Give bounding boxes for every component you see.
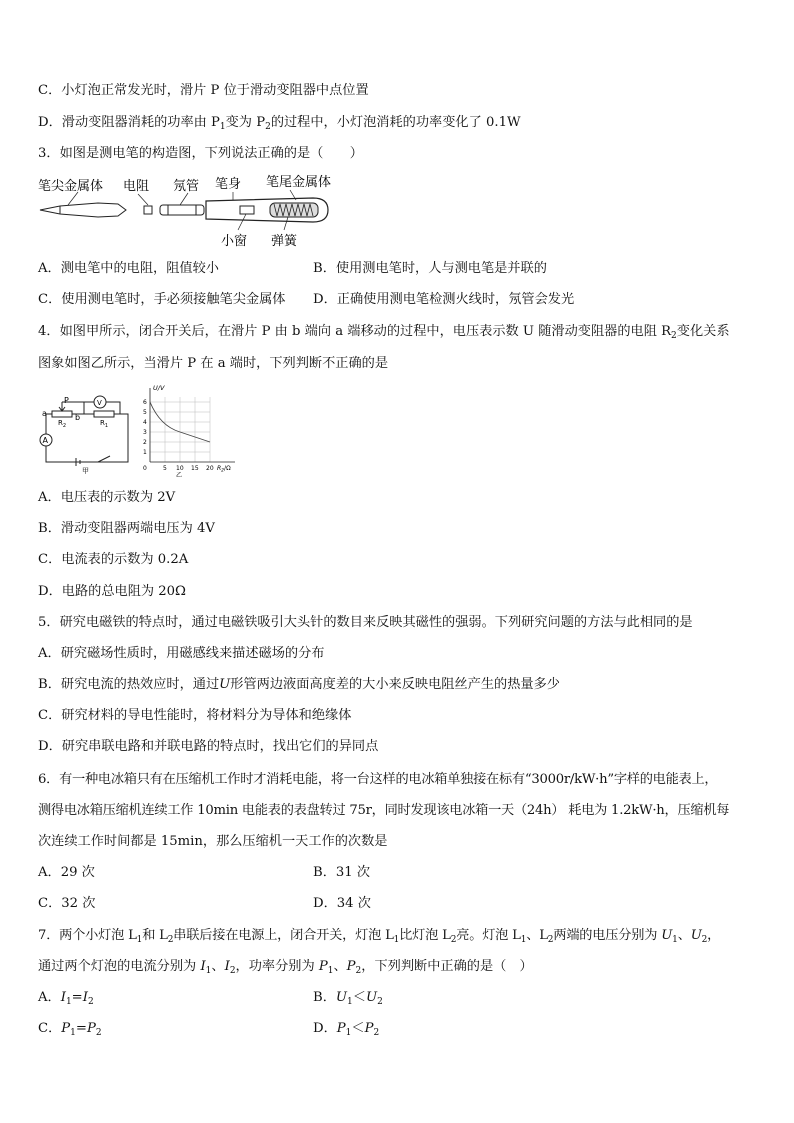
q4-option-d: D．电路的总电阻为 20Ω — [38, 584, 186, 599]
x-tick: 15 — [191, 465, 199, 472]
svg-text:V: V — [97, 399, 102, 407]
svg-text:U/V: U/V — [153, 384, 165, 392]
y-tick: 5 — [143, 409, 147, 416]
q2-option-c: C．小灯泡正常发光时，滑片 P 位于滑动变阻器中点位置 — [38, 83, 369, 98]
q7-option-b: B．$U_1<U_2$ — [313, 990, 383, 1007]
svg-text:P: P — [64, 396, 69, 405]
voltage-resistance-graph — [140, 382, 248, 477]
x-tick: 20 — [206, 465, 214, 472]
x-tick: 10 — [176, 465, 184, 472]
pen-neon-tube — [160, 205, 204, 215]
q4-option-c: C．电流表的示数为 0.2A — [38, 552, 189, 567]
pen-label-resistor: 电阻 — [123, 179, 150, 194]
pen-label-spring: 弹簧 — [271, 234, 298, 249]
resistor-r1 — [94, 411, 114, 417]
svg-text:R2: $R_2$ — [58, 419, 67, 429]
q3-option-c: C．使用测电笔时，手必须接触笔尖金属体 — [38, 292, 286, 307]
q5-option-a: A．研究磁场性质时，用磁感线来描述磁场的分布 — [38, 646, 325, 661]
pen-resistor — [144, 206, 152, 214]
y-tick: 4 — [143, 419, 147, 426]
q5-option-b: B．研究电流的热效应时，通过U形管两边液面高度差的大小来反映电阻丝产生的热量多少 — [38, 677, 560, 692]
y-tick: 6 — [143, 399, 147, 406]
circuit-diagram — [38, 392, 138, 474]
y-tick: 1 — [143, 449, 147, 456]
pen-label-window: 小窗 — [221, 234, 248, 249]
y-tick: 3 — [143, 429, 147, 436]
x-tick: 5 — [163, 465, 167, 472]
q4-option-a: A．电压表的示数为 2V — [38, 490, 176, 505]
svg-text:R2/Ω: $R_2/\Omega$ — [217, 465, 231, 474]
pen-label-tail: 笔尾金属体 — [266, 175, 332, 190]
svg-text:R1: $R_1$ — [100, 419, 109, 429]
q6-option-c: C．32 次 — [38, 896, 96, 911]
pen-label-tip: 笔尖金属体 — [38, 179, 104, 194]
q6-stem-line3: 次连续工作时间都是 15min，那么压缩机一天工作的次数是 — [38, 834, 388, 849]
q7-option-c: C．$P_1=P_2$ — [38, 1021, 102, 1038]
q3-option-d: D．正确使用测电笔检测火线时，氖管会发光 — [313, 292, 575, 307]
svg-text:a: a — [42, 409, 47, 418]
q6-option-b: B．31 次 — [313, 865, 371, 880]
q6-stem-line1: 6．有一种电冰箱只有在压缩机工作时才消耗电能，将一台这样的电冰箱单独接在标有“3000r/kW·h”字样的电能表上， — [38, 772, 718, 787]
q2-option-d: D．滑动变阻器消耗的功率由 $P_1$变为 $P_2$的过程中，小灯泡消耗的功率变化了 0.1W — [38, 115, 521, 132]
q3-stem: 3．如图是测电笔的构造图，下列说法正确的是（ ） — [38, 146, 363, 161]
q7-stem-line1: 7．两个小灯泡 $L_1$和 $L_2$串联后接在电源上，闭合开关，灯泡 $L_1$比灯泡 $L_2$亮。灯泡 $L_1$、$L_2$两端的电压分别为 $U_1$、$U_2$， — [38, 928, 721, 945]
q6-option-a: A．29 次 — [38, 865, 95, 880]
q6-stem-line2: 测得电冰箱压缩机连续工作 10min 电能表的表盘转过 75r，同时发现该电冰箱一天（24h） 耗电为 1.2kW·h，压缩机每 — [38, 803, 730, 818]
svg-text:A: A — [42, 436, 48, 445]
q6-option-d: D．34 次 — [313, 896, 371, 911]
test-pen-diagram — [38, 170, 348, 250]
q3-option-b: B．使用测电笔时，人与测电笔是并联的 — [313, 261, 547, 276]
pen-label-body: 笔身 — [215, 177, 242, 192]
q7-option-d: D．$P_1<P_2$ — [313, 1021, 380, 1038]
q5-option-d: D．研究串联电路和并联电路的特点时，找出它们的异同点 — [38, 739, 379, 754]
q4-stem-line2: 图象如图乙所示，当滑片 P 在 a 端时，下列判断不正确的是 — [38, 356, 389, 371]
x-tick: 0 — [143, 465, 147, 472]
svg-text:b: b — [75, 413, 81, 422]
q4-option-b: B．滑动变阻器两端电压为 4V — [38, 521, 215, 536]
y-tick: 2 — [143, 439, 147, 446]
svg-text:甲: 甲 — [82, 467, 89, 474]
graph-grid — [150, 397, 210, 462]
svg-text:乙: 乙 — [176, 472, 183, 477]
pen-window — [240, 206, 254, 214]
q7-stem-line2: 通过两个灯泡的电流分别为 $I_1$、$I_2$，功率分别为 $P_1$、$P_2$，下列判断中正确的是（ ） — [38, 959, 533, 976]
resistor-r2 — [52, 411, 72, 417]
pen-label-neon: 氖管 — [173, 179, 200, 194]
q5-stem: 5．研究电磁铁的特点时，通过电磁铁吸引大头针的数目来反映其磁性的强弱。下列研究问题的方法与此相同的是 — [38, 615, 693, 630]
q3-option-a: A．测电笔中的电阻，阻值较小 — [38, 261, 219, 276]
q4-stem-line1: 4．如图甲所示，闭合开关后，在滑片 P 由 b 端向 a 端移动的过程中，电压表示数 U 随滑动变阻器的电阻 $R_2$变化关系 — [38, 324, 730, 341]
q5-option-c: C．研究材料的导电性能时，将材料分为导体和绝缘体 — [38, 708, 352, 723]
q7-option-a: A．$I_1=I_2$ — [38, 990, 94, 1007]
pen-tip — [40, 203, 126, 217]
